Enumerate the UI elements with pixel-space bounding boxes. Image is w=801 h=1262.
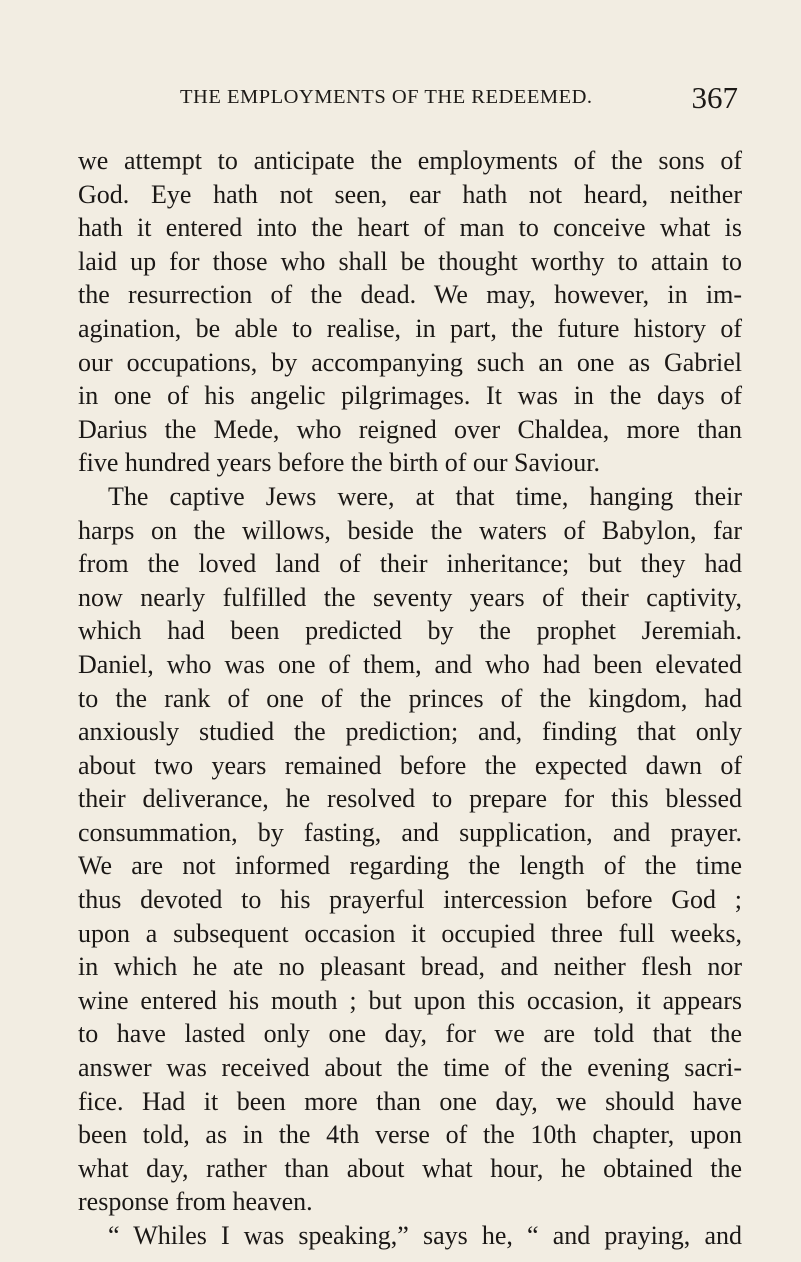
text-line: now nearly fulfilled the seventy years of their captivity, (78, 582, 742, 612)
body-text (78, 144, 742, 1253)
text-line: our occupations, by accompanying such an one as Gabriel (78, 347, 742, 377)
text-line: Darius the Mede, who reigned over Chaldea, more than (78, 414, 742, 444)
text-line: God. Eye hath not seen, ear hath not heard, neither (78, 179, 742, 209)
text-line: been told, as in the 4th verse of the 10th chapter, upon (78, 1120, 742, 1150)
text-line: Daniel, who was one of them, and who had been elevated (78, 649, 742, 679)
text-line: anxiously studied the prediction; and, finding that only (78, 717, 742, 747)
text-line: upon a subsequent occasion it occupied three full weeks, (78, 918, 742, 948)
text-line: answer was received about the time of the evening sacri- (78, 1053, 742, 1083)
page-number: 367 (691, 80, 738, 115)
text-line: hath it entered into the heart of man to conceive what is (78, 213, 742, 243)
text-line: five hundred years before the birth of our Saviour. (78, 448, 601, 478)
text-line: their deliverance, he resolved to prepare for this blessed (78, 784, 742, 814)
text-line: to have lasted only one day, for we are told that the (78, 1019, 742, 1049)
text-line: to the rank of one of the princes of the kingdom, had (78, 683, 742, 713)
text-line: which had been predicted by the prophet Jeremiah. (78, 616, 742, 646)
text-line: wine entered his mouth ; but upon this occasion, it appears (78, 985, 742, 1015)
text-line: thus devoted to his prayerful intercession before God ; (78, 885, 742, 915)
text-line: “ Whiles I was speaking,” says he, “ and praying, and (108, 1221, 742, 1250)
text-line: We are not informed regarding the length of the time (78, 851, 742, 881)
text-line: fice. Had it been more than one day, we should have (78, 1086, 742, 1116)
running-head (80, 78, 738, 114)
text-line: agination, be able to realise, in part, the future history of (78, 313, 742, 343)
text-line: consummation, by fasting, and supplication, and prayer. (78, 817, 742, 847)
text-line: The captive Jews were, at that time, hanging their (108, 481, 742, 511)
running-head-title: THE EMPLOYMENTS OF THE REDEEMED. (180, 86, 593, 108)
text-line: in one of his angelic pilgrimages. It was in the days of (78, 381, 742, 411)
text-line: from the loved land of their inheritance; but they had (78, 549, 742, 579)
text-line: laid up for those who shall be thought worthy to attain to (78, 246, 742, 276)
text-line: in which he ate no pleasant bread, and neither flesh nor (78, 952, 742, 982)
text-line: we attempt to anticipate the employments of the sons of (78, 146, 742, 175)
text-line: about two years remained before the expected dawn of (78, 750, 742, 780)
text-line: what day, rather than about what hour, he obtained the (78, 1153, 742, 1183)
text-line: response from heaven. (78, 1187, 313, 1217)
text-line: harps on the willows, beside the waters of Babylon, far (78, 515, 742, 545)
text-line: the resurrection of the dead. We may, however, in im- (78, 280, 742, 310)
